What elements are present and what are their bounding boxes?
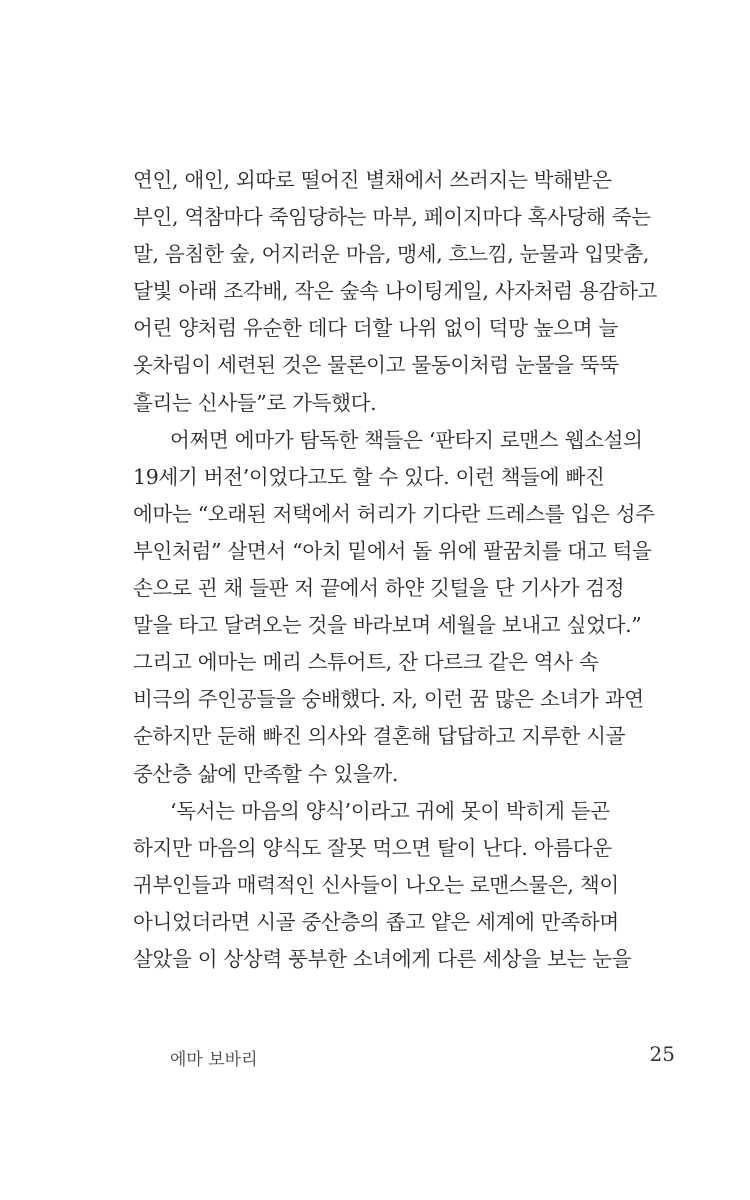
text-line: 부인, 역참마다 죽임당하는 마부, 페이지마다 혹사당해 죽는 <box>133 205 651 230</box>
text-line: 어린 양처럼 유순한 데다 더할 나위 없이 덕망 높으며 늘 <box>133 316 619 341</box>
body-text <box>133 162 673 978</box>
text-line: 손으로 괸 채 들판 저 끝에서 하얀 깃털을 단 기사가 검정 <box>133 576 625 601</box>
text-line: 순하지만 둔해 빠진 의사와 결혼해 답답하고 지루한 시골 <box>133 724 626 749</box>
text-line: 중산층 삶에 만족할 수 있을까. <box>133 761 399 786</box>
text-line: 연인, 애인, 외따로 떨어진 별채에서 쓰러지는 박해받은 <box>133 168 612 192</box>
text-line: 그리고 에마는 메리 스튜어트, 잔 다르크 같은 역사 속 <box>133 650 599 675</box>
text-line: 아니었더라면 시골 중산층의 좁고 얕은 세계에 만족하며 <box>133 909 619 934</box>
text-line: 옷차림이 세련된 것은 물론이고 물동이처럼 눈물을 뚝뚝 <box>133 353 619 378</box>
text-line: 비극의 주인공들을 숭배했다. 자, 이런 꿈 많은 소녀가 과연 <box>133 687 644 712</box>
text-line: 흘리는 신사들”로 가득했다. <box>133 390 377 415</box>
text-line: 에마는 “오래된 저택에서 허리가 기다란 드레스를 입은 성주 <box>133 501 655 526</box>
text-line: 귀부인들과 매력적인 신사들이 나오는 로맨스물은, 책이 <box>133 872 619 897</box>
text-line: 달빛 아래 조각배, 작은 숲속 나이팅게일, 사자처럼 용감하고 <box>133 279 658 304</box>
text-line: 말을 타고 달려오는 것을 바라보며 세월을 보내고 싶었다.” <box>133 613 642 638</box>
text-line: 부인처럼” 살면서 “아치 밑에서 돌 위에 팔꿈치를 대고 턱을 <box>133 538 652 563</box>
text-line: 살았을 이 상상력 풍부한 소녀에게 다른 세상을 보는 눈을 <box>133 946 632 971</box>
running-footer-title: 에마 보바리 <box>170 1050 258 1070</box>
text-line: ‘독서는 마음의 양식’이라고 귀에 못이 박히게 듣곤 <box>170 798 610 823</box>
text-line: 하지만 마음의 양식도 잘못 먹으면 탈이 난다. 아름다운 <box>133 835 612 860</box>
text-line: 19세기 버전’이었다고도 할 수 있다. 이런 책들에 빠진 <box>133 464 605 489</box>
page-number: 25 <box>649 1042 675 1066</box>
text-line: 말, 음침한 숲, 어지러운 마음, 맹세, 흐느낌, 눈물과 입맞춤, <box>133 242 650 267</box>
text-line: 어쩌면 에마가 탐독한 책들은 ‘판타지 로맨스 웹소설의 <box>170 427 643 452</box>
